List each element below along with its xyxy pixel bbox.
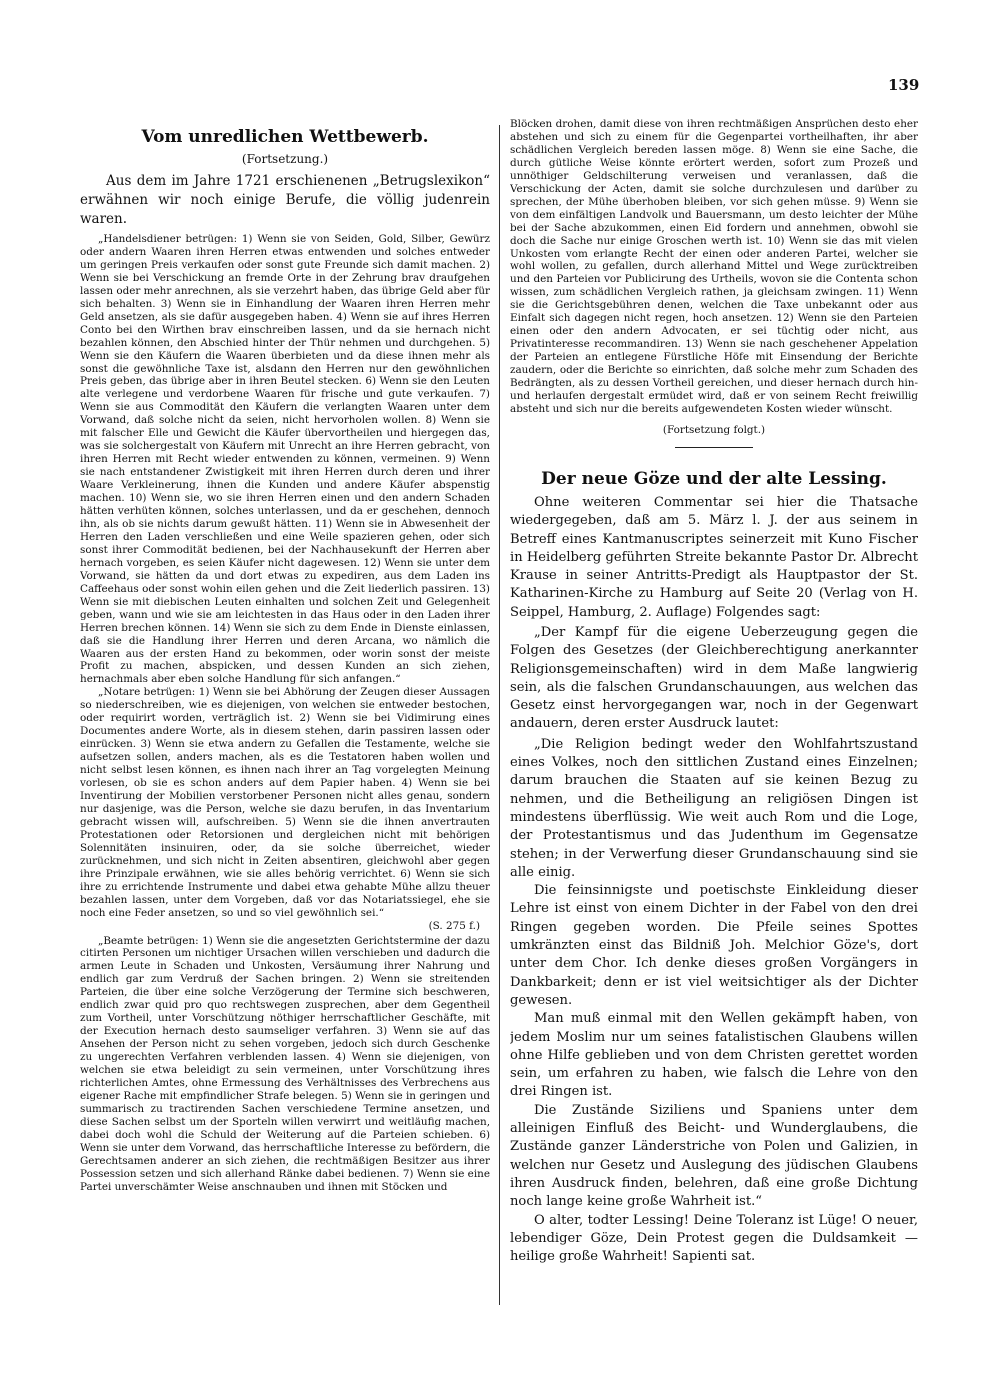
paragraph-quote-4: Man muß einmal mit den Wellen gekämpft haben, von jedem Moslim nur um seines fatalistischen Glaubens willen ohne Hilfe geblieben und von dem Christen gerettet worden sein, um erfahren zu haben, wie falsch die Lehre von den drei Ringen ist.	[510, 1011, 918, 1100]
column-divider	[499, 125, 500, 1305]
left-column	[80, 118, 490, 1308]
paragraph-beamte: „Beamte betrügen: 1) Wenn sie die angesetzten Gerichtstermine der dazu citirten Personen um nichtiger Ursachen willen verschieben und dadurch die armen Leute in Schaden und Unkosten, Versäumung ihrer Nahrung und endlich gar zum Verdruß der Sachen bringen. 2) Wenn sie streitenden Parteien, die über eine solche Verzögerung der Termine sich beschweren, endlich zwar quid pro quo rechtswegen zusprechen, aber dem Gegentheil zum Vortheil, unter Vorschützung nöthiger herrschaftlicher Geschäfte, mit der Execution hernach desto saumseliger verfahren. 3) Wenn sie auf das Ansehen der Person nicht zu sehen vorgeben, jedoch sich durch Geschenke zu ungerechten Verfahren verblenden lassen. 4) Wenn sie diejenigen, von welchen sie etwa beleidigt zu sein vermeinen, unter Vorschützung ihres richterlichen Amtes, ohne Ermessung des Verhältnisses des Verbrechens aus eigener Rache mit empfindlicher Strafe belegen. 5) Wenn sie in geringen und summarisch zu tractirenden Sachen verschiedene Termine ansetzen, und diese Sachen selbst um der Sporteln willen verwirrt und weitläufig machen, dabei doch wohl die Schuld der Weiterung auf die Parteien schieben. 6) Wenn sie unter dem Vorwand, das herrschaftliche Interesse zu befördern, die Gerechtsamen anderer an sich ziehen, die rechtmäßigen Besitzer aus ihrer Possession setzen und sich allerhand Ränke dabei bedienen. 7) Wenn sie eine Partei unverschämter Weise anschnauben und ihnen mit Stöcken und	[80, 934, 490, 1193]
article-subtitle: (Fortsetzung.)	[241, 152, 329, 166]
paragraph-closing: O alter, todter Lessing! Deine Toleranz ist Lüge! O neuer, lebendiger Göze, Dein Protest gegen die Duldsamkeit — heilige große Wahrheit! Sapienti sat.	[510, 1212, 918, 1265]
paragraph-notare: „Notare betrügen: 1) Wenn sie bei Abhörung der Zeugen dieser Aussagen so niederschreiben, wie es diejenigen, von welchen sie entweder bestochen, oder requirirt worden, verträglich ist. 2) Wenn sie bei Vidimirung eines Documentes andere Worte, als in diesem stehen, darin passiren lassen oder einrücken. 3) Wenn sie etwa andern zu Gefallen die Testamente, welche sie aufsetzen sollen, anders machen, als es die Testatoren haben wollen und nicht selbst lesen können, es ihnen nach ihrer an Tag vorgelegten Meinung vorlesen, ob sie es schon anders auf dem Papier haben. 4) Wenn sie bei Inventirung der Mobilien verstorbener Personen nicht alles genau, sondern nur dasjenige, was die Person, welche sie dazu berufen, in das Inventarium gebracht wissen will, aufschreiben. 5) Wenn sie die ihnen anvertrauten Protestationen oder Retorsionen und dergleichen nicht mit behörigen Solennitäten insinuiren, oder, da sie solche überreichet, wieder zurücknehmen, und sich nicht in Zeiten absentiren, gleichwohl aber gegen ihre Prinzipale erwähnen, wie sie alles behörig verrichtet. 6) Wenn sie sich ihre zu errichtende Instrumente und dabei etwa gehabte Mühe allzu theuer bezahlen lassen, unter dem Vorgeben, daß vor das Notariatssiegel, ehe sie noch eine Feder ansetzen, so und so viel gewöhnlich sei.“	[80, 686, 490, 919]
article-body-goeze	[510, 494, 918, 1266]
continuation-note: (Fortsetzung folgt.)	[662, 423, 766, 436]
paragraph-quote-1: „Der Kampf für die eigene Ueberzeugung gegen die Folgen des Gesetzes (der Gleichberechtigung anerkannter Religionsgemeinschaften) wird in dem Maße langwierig sein, als die falschen Grundanschauungen, aus welchen das Gesetz einst hervorgegangen war, noch in der Gegenwart andauern, deren erster Ausdruck lautet:	[510, 625, 918, 732]
section-rule	[675, 447, 753, 448]
page-number: 139	[888, 76, 920, 94]
right-column	[510, 118, 918, 1288]
paragraph-quote-5: Die Zustände Siziliens und Spaniens unter dem alleinigen Einfluß des Beicht- und Wunderglaubens, die Zustände ganzer Länderstriche von Polen und Galizien, in welchen nur Gesetz und Auslegung des jüdischen Glaubens ihren Ausdruck finden, belehren, daß eine große Dichtung noch lange keine große Wahrheit ist.“	[510, 1102, 918, 1210]
paragraph-quote-2: „Die Religion bedingt weder den Wohlfahrtszustand eines Volkes, noch den sittlichen Zustand eines Einzelnen; darum brauchen die Staaten auf sie keinen Bezug zu nehmen, und die Betheiligung an religiösen Dingen ist mindestens überflüssig. Wie weit auch Rom und die Loge, der Protestantismus und das Judenthum im Gegensatze stehen; in der Verwerfung dieser Grundanschauung sind sie alle einig.	[510, 736, 918, 880]
paragraph-quote-3: Die feinsinnigste und poetischste Einkleidung dieser Lehre ist einst von einem Dichter in der Fabel von den drei Ringen gegeben worden. Die Pfeile seines Spottes umkränzten einst das Bildniß Joh. Melchior Göze's, dort unter dem Chor. Ich denke dieses großen Vorgängers in Dankbarkeit; denn er ist viel weitsichtiger als der Dichter gewesen.	[510, 883, 918, 1008]
article-title-goeze: Der neue Göze und der alte Lessing.	[541, 468, 887, 489]
paragraph-intro: Ohne weiteren Commentar sei hier die Thatsache wiedergegeben, daß am 5. März l. J. der aus seinem in Betreff eines Kantmanuscriptes seinerzeit mit Kuno Fischer in Heidelberg geführten Streite bekannte Pastor Dr. Albrecht Krause in seiner Antritts-Predigt als Hauptpastor der St. Katharinen-Kirche zu Hamburg auf Seite 20 (Verlag von H. Seippel, Hamburg, 2. Auflage) Folgendes sagt:	[510, 494, 918, 620]
paragraph-beamte-continued: Blöcken drohen, damit diese von ihren rechtmäßigen Ansprüchen desto eher abstehen und sich zu einem für die Gegenpartei vortheilhaften, ihr aber schädlichen Vergleich bereden lassen möge. 8) Wenn sie eine Sache, die durch gütliche Weise könnte erörtert werden, sofort zum Prozeß und unnöthiger Geldschilterung verweisen und veranlassen, daß die Verschickung der Acten, damit sie solche durchzulesen und darüber zu sprechen, der Mühe überhoben bleiben, vor sich gehen müsse. 9) Wenn sie von dem einfältigen Landvolk und Bauersmann, um desto leichter der Mühe bei der Sache abzukommen, einen Eid fordern und annehmen, obwohl sie doch die Sache nur einige Groschen werth ist. 10) Wenn sie das mit vielen Unkosten vom erlangte Recht der einen oder anderen Partei, welcher sie wohl wollen, zu gefallen, durch allerhand Mittel und Wege zurücktreiben und den Parteien vor Publicirung des Urtheils, wovon sie die Contenta schon wissen, zum schädlichen Vergleich rathen, ja gleichsam zwingen. 11) Wenn sie die Gerichtsgebühren denen, welchen die Taxe unbekannt oder aus Einfalt sich dagegen nicht regen, hoch ansetzen. 12) Wenn sie den Parteien einen oder den andern Advocaten, er sei tüchtig oder nicht, aus Privatinteresse recommandiren. 13) Wenn sie nach geschehener Appelation der Parteien an entlegene Fürstliche Höfe mit Einsendung der Berichte zaudern, oder die Berichte so einrichten, daß solche mehr zum Schaden des Bedrängten, als zu dessen Vortheil gereichen, und dieser hernach durch hin- und herlaufen dergestalt ermüdet wird, daß er von seinem Recht freiwillig absteht und sich nur die bereits aufgewendeten Kosten wieder wünscht.	[510, 118, 918, 415]
article-intro: Aus dem im Jahre 1721 erschienenen „Betrugslexikon“ erwähnen wir noch einige Berufe, die völlig judenrein waren.	[80, 173, 490, 227]
article-continuation	[510, 118, 918, 416]
article-body-left	[80, 233, 490, 1194]
article-title-wettbewerb: Vom unredlichen Wettbewerb.	[141, 127, 429, 147]
paragraph-handelsdiener: „Handelsdiener betrügen: 1) Wenn sie von Seiden, Gold, Silber, Gewürz oder andern Waaren ihren Herren etwas entwenden und solches entweder um geringen Preis verkaufen oder sonst gute Freunde sich damit machen. 2) Wenn sie bei Verschickung an fremde Orte in der Zehrung brav draufgehen lassen oder mehr anrechnen, als sie verzehrt haben, das übrige Geld aber für sich behalten. 3) Wenn sie in Einhandlung der Waaren ihren Herren mehr Geld ansetzen, als sie dafür ausgegeben haben. 4) Wenn sie auf ihres Herren Conto bei den Wirthen brav einschreiben lassen, und da sie hernach nicht bezahlen können, den Abschied hinter der Thür nehmen und durchgehen. 5) Wenn sie den Käufern die Waaren überbieten und da diese ihnen mehr als sonst die gewöhnliche Taxe ist, alsdann den Herren nur den gewöhnlichen Preis geben, das übrige aber in ihren Beutel stecken. 6) Wenn sie den Leuten alte verlegene und verdorbene Waaren für frische und gute verkaufen. 7) Wenn sie aus Commodität den Käufern die verlangten Waaren unter dem Vorwand, daß solche nicht da seien, nicht hervorholen wollen. 8) Wenn sie mit falscher Elle und Gewicht die Käufer übervortheilen und hiergegen das, was sie solchergestalt von Käufern mit Unrecht an ihre Herren gebracht, von ihren Herren mit Recht wieder entwenden zu können, vermeinen. 9) Wenn sie nach entstandener Zwistigkeit mit ihren Herren durch deren und ihrer Waare Verkleinerung, ihnen die Kunden und andere Käufer abspenstig machen. 10) Wenn sie, wo sie ihren Herren einen und den andern Schaden hätten verhüten können, solches unterlassen, und da er geschehen, dennoch ihn, als ob sie nichts darum gewußt hätten. 11) Wenn sie in Abwesenheit der Herren den Laden verschließen und eine Weile spazieren gehen, oder sich sonst ihrer Commodität bedienen, bei der Nachhausekunft der Herren aber hernach vorgeben, es seien Käufer nicht dagewesen. 12) Wenn sie unter dem Vorwand, sie hätten da und dort etwas zu expediren, aus dem Laden ins Caffeehaus oder sonst wohin eilen gehen und die Zeit liederlich passiren. 13) Wenn sie mit diebischen Leuten einhalten und solchen Zeit und Gelegenheit geben, wann und wie sie am leichtesten in das Haus oder in den Laden ihrer Herren brechen können. 14) Wenn sie sich zu dem Ende in Dienste einlassen, daß sie die Handlung ihrer Herren und deren Arcana, wo nämlich die Waaren aus der ersten Hand zu bekommen, oder worin sonst der meiste Profit zu machen, abspicken, und dessen Kunden an sich ziehen, hernachmals aber eben solche Handlung für sich anfangen.“	[80, 233, 490, 686]
paragraph-notare-source: (S. 275 f.)	[428, 919, 480, 932]
